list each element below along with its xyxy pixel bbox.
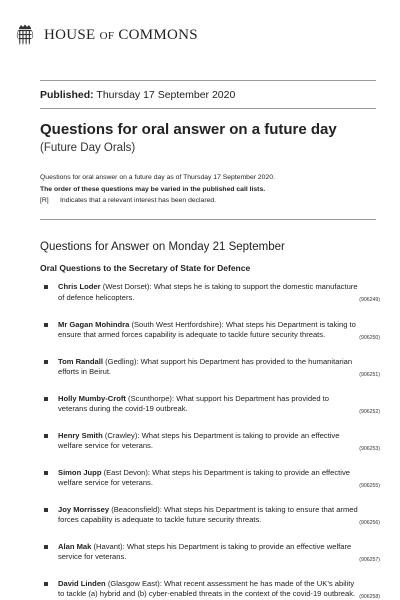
member-constituency: (Glasgow East): (107, 578, 162, 588)
question-body: What steps he is taking to support the domestic manufacture of defence helicopters. (58, 282, 358, 302)
question-item (40, 579, 380, 600)
house-of-commons-wordmark: HOUSE OF COMMONS (44, 26, 198, 43)
question-item (40, 431, 380, 452)
member-constituency: (Crawley): (104, 430, 140, 440)
question-item (40, 320, 380, 341)
question-text (58, 431, 358, 452)
member-name: Henry Smith (58, 430, 103, 440)
question-reference-number: (906256) (359, 519, 380, 526)
member-name: David Linden (58, 578, 106, 588)
department-heading: Oral Questions to the Secretary of State for Defence (40, 263, 251, 273)
intro-divider (40, 219, 376, 220)
square-bullet-icon (44, 508, 48, 512)
member-name: Tom Randall (58, 356, 104, 366)
published-divider (40, 108, 376, 109)
question-reference-number: (906258) (359, 593, 380, 600)
square-bullet-icon (44, 323, 48, 327)
question-body: What support his Department has provided to the humanitarian efforts in Beirut. (58, 356, 353, 376)
square-bullet-icon (44, 434, 48, 438)
square-bullet-icon (44, 545, 48, 549)
member-name: Joy Morrissey (58, 504, 110, 514)
question-text (58, 579, 358, 600)
question-text (58, 320, 358, 341)
top-divider (40, 80, 376, 81)
question-body: What recent assessment he has made of the UK’s ability to tackle (a) hybrid and (b) cyber-enabled threats in the context of the covid-19 outbreak. (58, 578, 356, 598)
section-heading: Questions for Answer on Monday 21 September (40, 241, 285, 253)
question-text (58, 505, 358, 526)
question-reference-number: (906249) (359, 297, 380, 303)
portcullis-logo-icon (16, 24, 34, 46)
published-date: Thursday 17 September 2020 (96, 89, 236, 101)
question-reference-number: (906257) (359, 556, 380, 563)
published-line (40, 89, 235, 101)
question-item (40, 394, 380, 415)
relevant-interest-text: Indicates that a relevant interest has been declared. (60, 197, 217, 204)
house-header (16, 22, 198, 48)
question-reference-number: (906251) (359, 371, 380, 378)
question-item (40, 505, 380, 526)
member-name: Alan Mak (58, 541, 92, 551)
member-constituency: (West Dorset): (102, 282, 152, 291)
question-item (40, 542, 380, 563)
square-bullet-icon (44, 397, 48, 401)
intro-notes (40, 172, 370, 207)
intro-line-2: The order of these questions may be varied in the published call lists. (40, 185, 266, 193)
question-item (40, 468, 380, 489)
question-body: What steps his Department is taking to provide an effective welfare service for veterans. (58, 467, 350, 487)
square-bullet-icon (44, 471, 48, 475)
member-constituency: (Beaconsfield): (111, 504, 162, 514)
question-text (58, 542, 358, 563)
square-bullet-icon (44, 582, 48, 586)
relevant-interest-code: [R] (40, 197, 49, 204)
published-label: Published: (40, 89, 94, 101)
square-bullet-icon (44, 285, 48, 289)
question-item (40, 357, 380, 378)
question-body: What steps his Department is taking to provide an effective welfare service for veterans. (58, 541, 352, 561)
member-constituency: (Gedling): (105, 356, 139, 366)
member-name: Mr Gagan Mohindra (58, 319, 130, 329)
member-constituency: (Havant): (93, 541, 125, 551)
square-bullet-icon (44, 360, 48, 364)
question-body: What support his Department has provided to veterans during the covid-19 outbreak. (58, 393, 329, 413)
question-body: What steps his Department is taking to provide an effective welfare service for veterans. (58, 430, 340, 450)
question-text (58, 394, 358, 415)
member-constituency: (East Devon): (103, 467, 151, 477)
member-name: Simon Jupp (58, 467, 102, 477)
question-reference-number: (906253) (359, 445, 380, 452)
question-reference-number: (906252) (359, 408, 380, 415)
intro-line-1: Questions for oral answer on a future day as of Thursday 17 September 2020. (40, 174, 275, 181)
member-constituency: (South West Hertfordshire): (131, 319, 224, 329)
member-name: Holly Mumby-Croft (58, 393, 126, 403)
member-name: Chris Loder (58, 282, 101, 291)
intro-line-3 (40, 195, 370, 207)
question-body: What steps his Department is taking to ensure that armed forces capability is adequate to tackle future security threats. (58, 319, 356, 339)
question-reference-number: (906255) (359, 482, 380, 489)
page-subtitle: (Future Day Orals) (40, 142, 136, 154)
question-body: What steps his Department is taking to ensure that armed forces capability is adequate to tackle future security threats. (58, 504, 358, 524)
question-item (40, 282, 380, 303)
question-text (58, 282, 358, 303)
question-list (40, 282, 380, 600)
question-text (58, 468, 358, 489)
question-reference-number: (906250) (359, 334, 380, 341)
page-title: Questions for oral answer on a future day (40, 121, 337, 138)
question-text (58, 357, 358, 378)
member-constituency: (Scunthorpe): (128, 393, 175, 403)
